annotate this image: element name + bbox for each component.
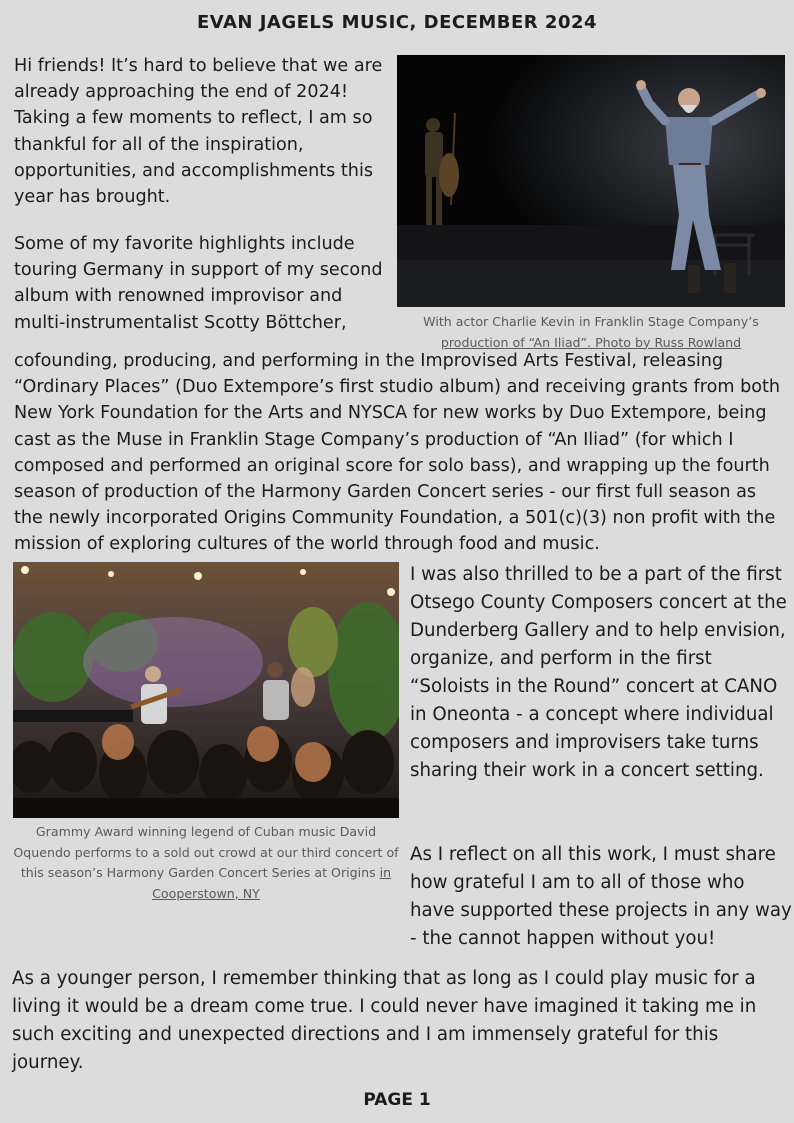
concert-caption-link[interactable]: in Cooperstown, NY (152, 865, 392, 901)
highlights-continued-paragraph: cofounding, producing, and performing in the Improvised Arts Festival, releasing “Ordinary Places” (Duo Extempore’s first studio album) and receiving grants from both New York Foundation for the Arts and NYSCA for new works by Duo Extempore, being cast as the Muse in Franklin Stage Company’s production of “An Iliad” (for which I composed and performed an original score for solo bass), and wrapping up the fourth season of production of the Harmony Garden Concert series - our first full season as the newly incorporated Origins Community Foundation, a 501(c)(3) non profit with the mission of exploring cultures of the world through food and music. (14, 351, 781, 555)
iliad-photo-caption (397, 312, 785, 353)
page-number: PAGE 1 (363, 1090, 431, 1110)
concert-photo (13, 562, 399, 818)
intro-paragraph: Hi friends! It’s hard to believe that we are already approaching the end of 2024! Taking a few moments to reflect, I am so thankful for all of the inspiration, opportunities, and accomplishments this year has brought. (14, 56, 383, 208)
highlights-paragraph: Some of my favorite highlights include touring Germany in support of my second album with renowned improvisor and multi-instrumentalist Scotty Böttcher, (14, 234, 383, 333)
iliad-caption-link[interactable]: production of “An Iliad”. Photo by Russ Rowland (440, 334, 742, 350)
concert-caption-text: Grammy Award winning legend of Cuban music David Oquendo performs to a sold out crowd at our third concert of this season’s Harmony Garden Concert Series at Origins (13, 824, 399, 880)
iliad-caption-text: With actor Charlie Kevin in Franklin Stage Company’s (423, 314, 759, 329)
stage-photo-illustration (397, 55, 785, 307)
concert-photo-caption (13, 822, 399, 904)
grateful-paragraph: As I reflect on all this work, I must share how grateful I am to all of those who have supported these projects in any way - the cannot happen without you! (410, 844, 792, 949)
newsletter-title: EVAN JAGELS MUSIC, DECEMBER 2024 (196, 12, 598, 33)
closing-paragraph: As a younger person, I remember thinking that as long as I could play music for a living it would be a dream come true. I could never have imagined it taking me in such exciting and unexpected directions and I am immensely grateful for this journey. (12, 968, 757, 1073)
otsego-paragraph: I was also thrilled to be a part of the first Otsego County Composers concert at the Dunderberg Gallery and to help envision, organize, and perform in the first “Soloists in the Round” concert at CANO in Oneonta - a concept where individual composers and improvisers take turns sharing their work in a concert setting. (410, 564, 787, 781)
iliad-stage-photo (397, 55, 785, 307)
concert-photo-illustration (13, 562, 399, 818)
